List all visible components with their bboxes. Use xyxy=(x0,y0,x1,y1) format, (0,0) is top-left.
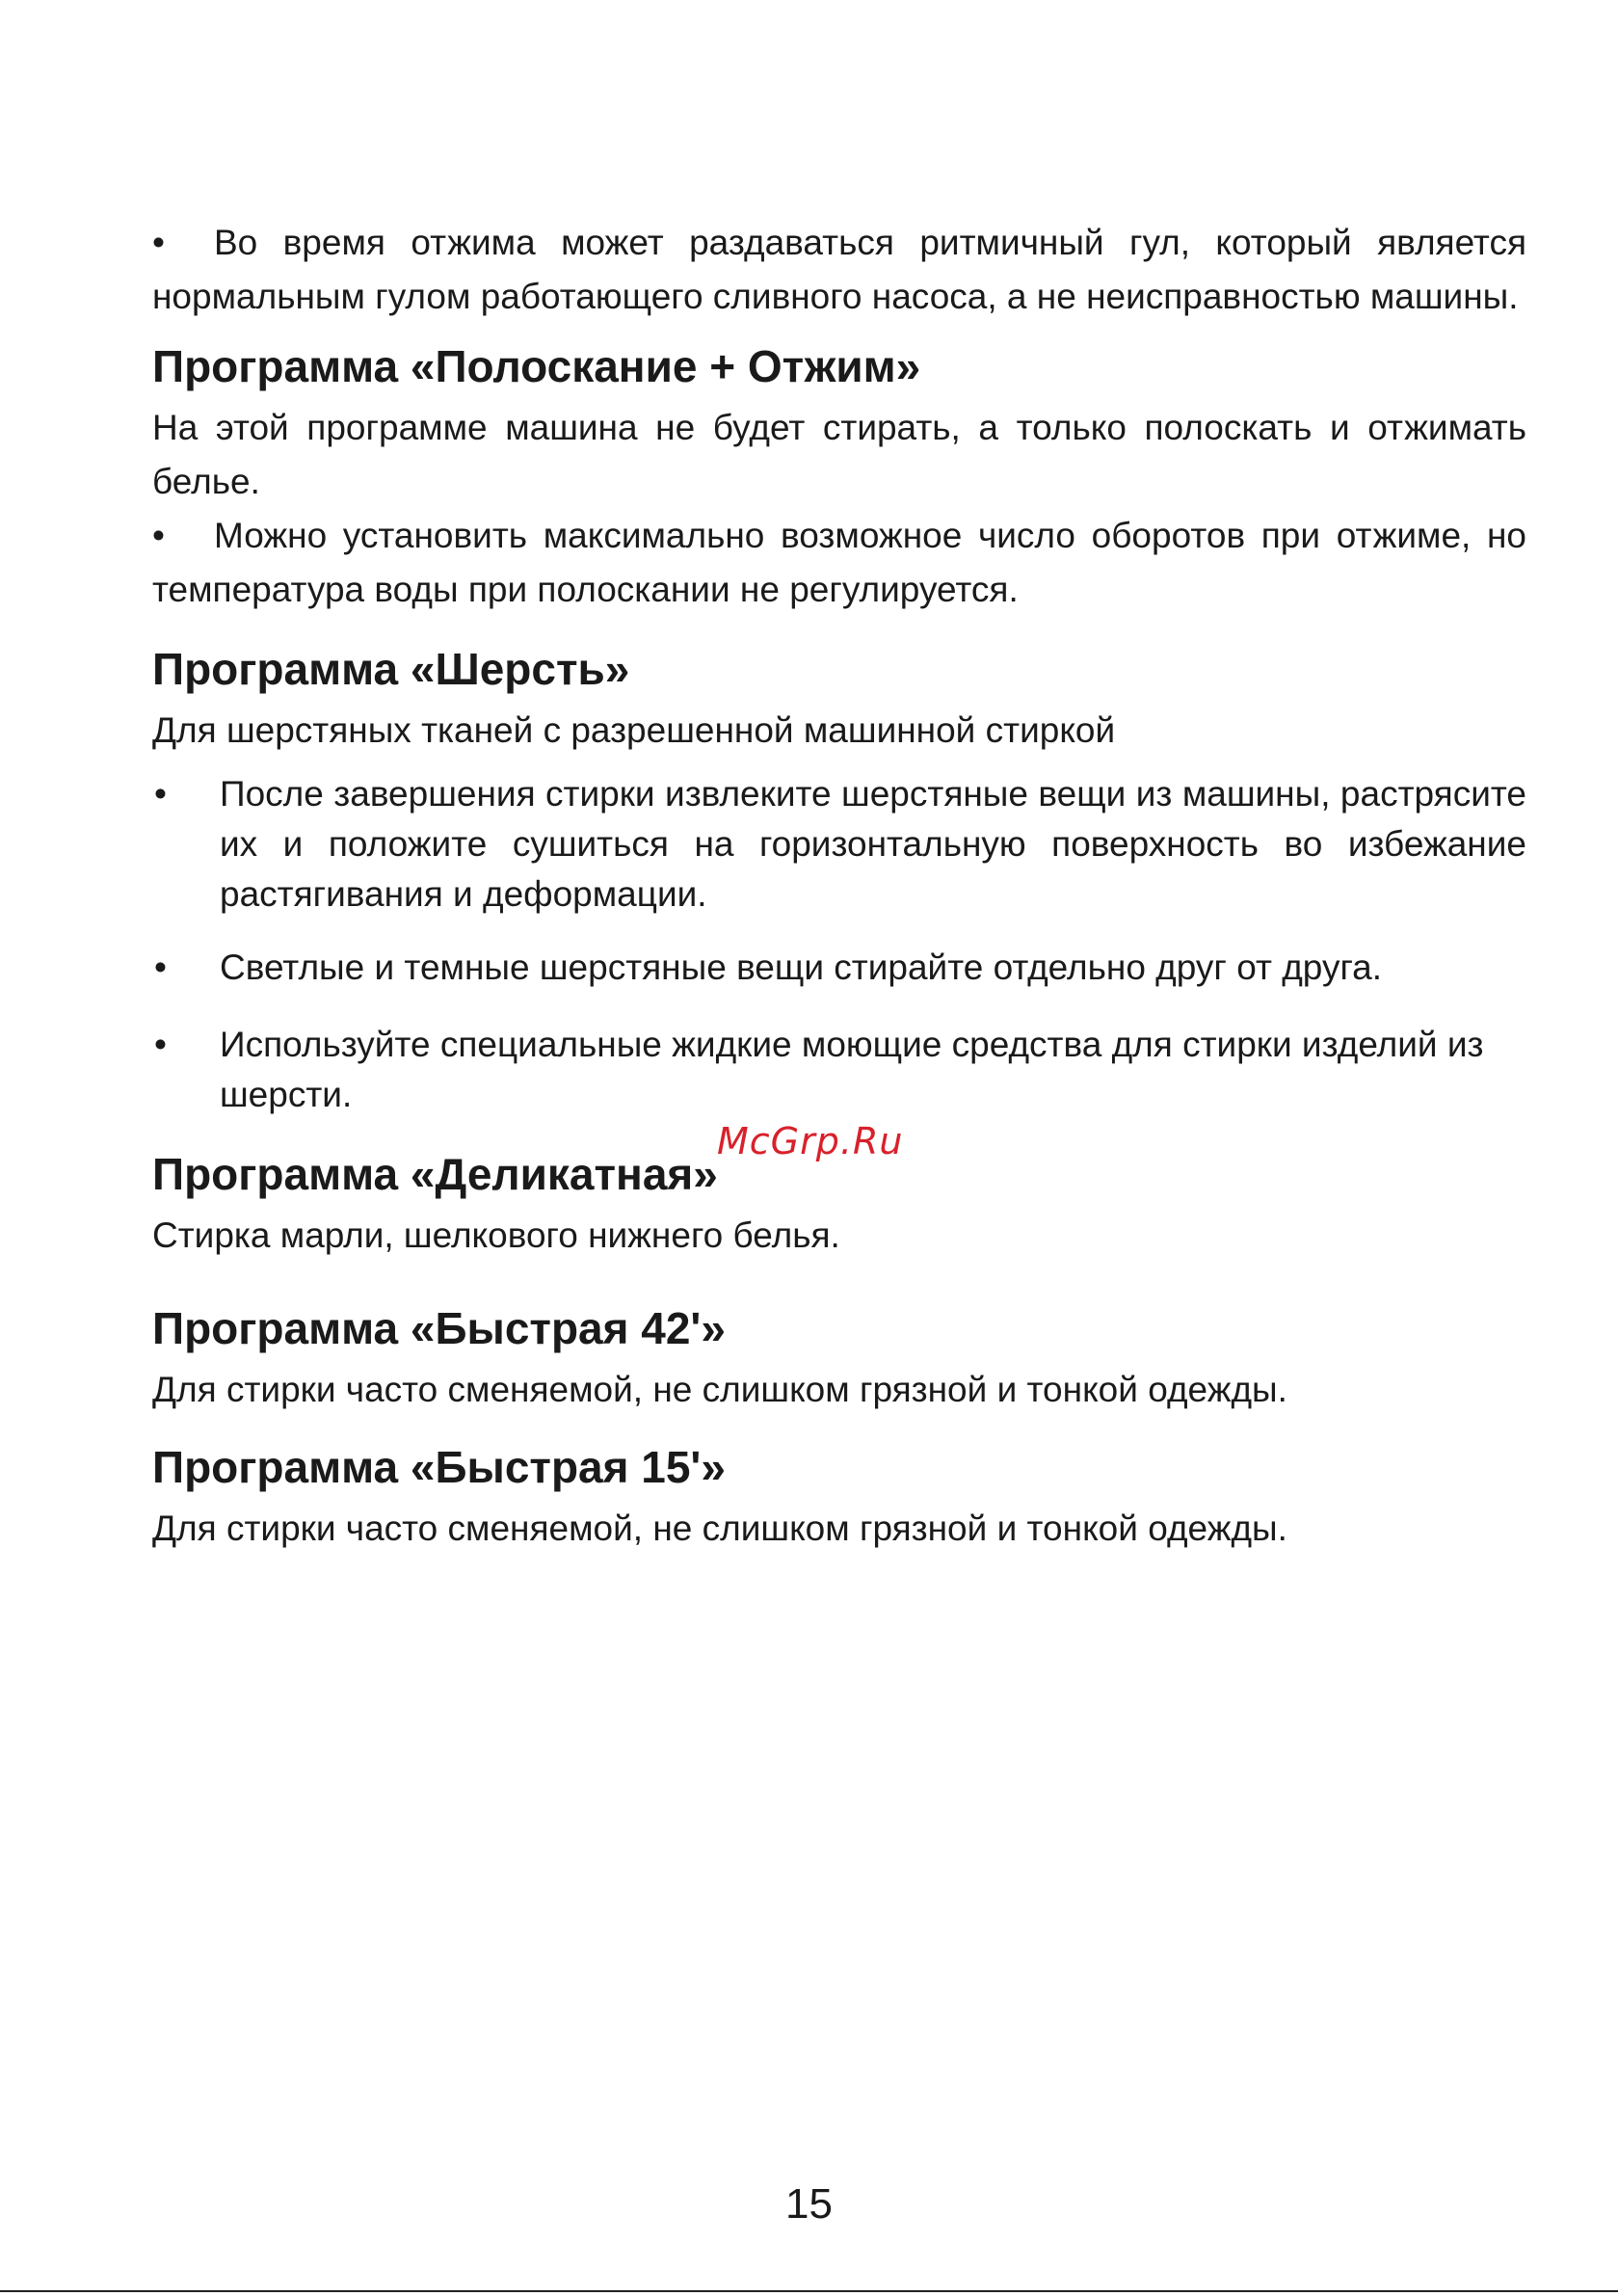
section-title-delicate: Программа «Деликатная» xyxy=(152,1149,718,1199)
list-item-text: После завершения стирки извлеките шерстяные вещи из машины, растрясите их и положите сушиться на горизонтальную поверхность во избежание растягивания и деформации. xyxy=(220,774,1526,914)
list-item-text: Используйте специальные жидкие моющие средства для стирки изделий из шерсти. xyxy=(220,1025,1484,1114)
bullet-marker: • xyxy=(152,223,165,262)
section-description-delicate: Стирка марли, шелкового нижнего белья. xyxy=(152,1215,840,1255)
section-description-rinse-spin: На этой программе машина не будет стирать, а только полоскать и отжимать белье. xyxy=(152,408,1526,501)
section-title-wool: Программа «Шерсть» xyxy=(152,644,630,694)
bullet-marker: • xyxy=(154,1025,167,1064)
page-bottom-border xyxy=(0,2290,1618,2292)
list-item xyxy=(152,769,1526,920)
bullet-marker: • xyxy=(154,774,167,814)
rinse-spin-bullet-paragraph xyxy=(152,509,1526,617)
wool-bullet-list xyxy=(152,769,1526,1120)
bullet-marker: • xyxy=(152,516,165,555)
section-description-quick15: Для стирки часто сменяемой, не слишком грязной и тонкой одежды. xyxy=(152,1508,1287,1548)
watermark: McGrp.Ru xyxy=(717,1120,904,1162)
page-content xyxy=(152,216,1526,1556)
list-item-text: Светлые и темные шерстяные вещи стирайте отдельно друг от друга. xyxy=(220,948,1382,987)
section-description-wool: Для шерстяных тканей с разрешенной машинной стиркой xyxy=(152,710,1116,750)
section-title-quick15: Программа «Быстрая 15'» xyxy=(152,1442,726,1492)
list-item xyxy=(152,1020,1526,1120)
list-item xyxy=(152,943,1526,993)
section-title-rinse-spin: Программа «Полоскание + Отжим» xyxy=(152,341,921,391)
intro-bullet-paragraph xyxy=(152,216,1526,324)
section-title-quick42: Программа «Быстрая 42'» xyxy=(152,1303,726,1353)
page-number: 15 xyxy=(785,2180,833,2228)
intro-bullet-text: Во время отжима может раздаваться ритмичный гул, который является нормальным гулом работающего сливного насоса, а не неисправностью машины. xyxy=(152,223,1526,316)
bullet-marker: • xyxy=(154,948,167,987)
rinse-spin-bullet-text: Можно установить максимально возможное число оборотов при отжиме, но температура воды при полоскании не регулируется. xyxy=(152,516,1526,609)
section-description-quick42: Для стирки часто сменяемой, не слишком грязной и тонкой одежды. xyxy=(152,1370,1287,1409)
